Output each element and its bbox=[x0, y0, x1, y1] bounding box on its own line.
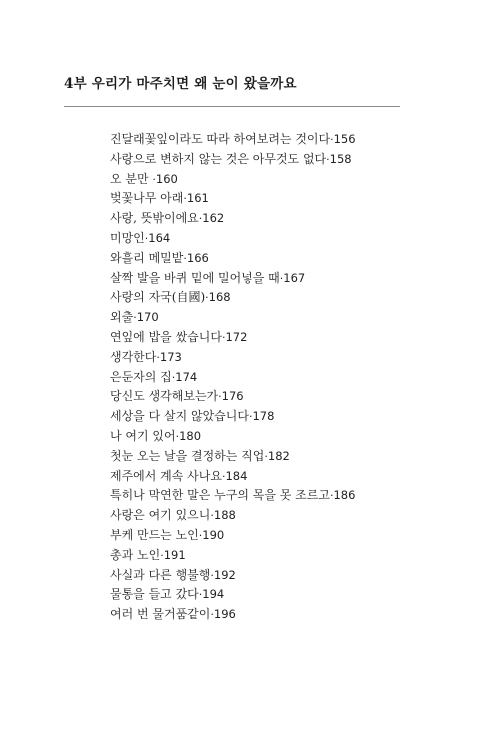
toc-entry bbox=[110, 328, 356, 348]
toc-entry bbox=[110, 150, 356, 170]
toc-entry-page-number: 162 bbox=[202, 211, 225, 226]
toc-entry bbox=[110, 506, 356, 526]
toc-entry-page-number: 161 bbox=[186, 191, 209, 206]
toc-entry-title: 세상을 다 살지 않았습니다 bbox=[110, 409, 249, 424]
toc-entry-separator: · bbox=[330, 133, 334, 146]
toc-entry-title: 물통을 들고 갔다 bbox=[110, 587, 199, 602]
toc-entry-page-number: 158 bbox=[329, 151, 352, 166]
toc-entry bbox=[110, 368, 356, 388]
toc-entry-page-number: 173 bbox=[159, 349, 182, 364]
toc-entry bbox=[110, 546, 356, 566]
toc-entry-title: 사랑은 여기 있으니 bbox=[110, 508, 211, 523]
toc-entry-separator: · bbox=[221, 330, 226, 344]
toc-entry-separator: · bbox=[198, 212, 203, 226]
toc-entry-separator: · bbox=[264, 449, 268, 463]
toc-entry-separator: · bbox=[144, 231, 149, 245]
toc-entry-page-number: 164 bbox=[148, 230, 171, 245]
toc-entry-page-number: 192 bbox=[213, 567, 236, 582]
toc-entry bbox=[110, 130, 356, 150]
toc-entry-separator: · bbox=[152, 172, 156, 186]
toc-entry-page-number: 170 bbox=[136, 310, 159, 325]
toc-entry-separator: · bbox=[210, 509, 214, 523]
toc-entry-page-number: 160 bbox=[155, 171, 178, 186]
toc-entry bbox=[110, 427, 356, 447]
toc-entry-separator: · bbox=[183, 192, 187, 206]
toc-entry-page-number: 180 bbox=[179, 428, 202, 443]
toc-entry-page-number: 166 bbox=[186, 250, 209, 265]
part-title: 4부 우리가 마주치면 왜 눈이 왔을까요 bbox=[64, 76, 297, 92]
toc-entry bbox=[110, 209, 356, 229]
toc-entry-separator: · bbox=[326, 152, 330, 166]
divider bbox=[64, 106, 400, 107]
toc-entry-separator: · bbox=[205, 291, 209, 305]
toc-entry-title: 연잎에 밥을 쌌습니다 bbox=[110, 329, 222, 344]
toc-entry-separator: · bbox=[210, 568, 214, 582]
toc-entry bbox=[110, 467, 356, 487]
toc-entry-title: 특히나 막연한 말은 누구의 목을 못 조르고 bbox=[110, 488, 330, 503]
toc-entry-title: 오 분만 bbox=[110, 171, 153, 186]
toc-entry-page-number: 194 bbox=[202, 587, 225, 602]
toc-entry bbox=[110, 170, 356, 190]
table-of-contents bbox=[110, 130, 356, 625]
toc-entry-page-number: 167 bbox=[283, 270, 306, 285]
toc-entry-title: 사랑의 자국(自國) bbox=[110, 290, 206, 305]
toc-entry bbox=[110, 348, 356, 368]
toc-entry-title: 첫눈 오는 날을 결정하는 직업 bbox=[110, 448, 265, 463]
toc-entry-separator: · bbox=[183, 251, 187, 265]
toc-entry-page-number: 196 bbox=[213, 607, 236, 622]
toc-entry-page-number: 172 bbox=[225, 329, 248, 344]
toc-entry bbox=[110, 585, 356, 605]
toc-entry-page-number: 174 bbox=[175, 369, 198, 384]
toc-entry-separator: · bbox=[329, 489, 334, 503]
toc-entry-title: 살짝 발을 바퀴 밑에 밀어넣을 때 bbox=[110, 270, 280, 285]
toc-entry-title: 외출 bbox=[110, 310, 134, 325]
toc-entry-separator: · bbox=[160, 548, 164, 562]
toc-entry bbox=[110, 229, 356, 249]
toc-entry-title: 사실과 다른 행불행 bbox=[110, 567, 211, 582]
toc-entry-page-number: 156 bbox=[333, 132, 356, 146]
toc-entry-page-number: 188 bbox=[213, 508, 236, 523]
toc-entry bbox=[110, 486, 356, 506]
toc-entry-page-number: 182 bbox=[267, 448, 290, 463]
toc-entry-separator: · bbox=[133, 311, 137, 325]
toc-entry-title: 진달래꽃잎이라도 따라 하여보려는 것이다 bbox=[110, 132, 331, 146]
toc-entry-title: 부케 만드는 노인 bbox=[110, 527, 199, 542]
toc-entry bbox=[110, 288, 356, 308]
toc-entry-page-number: 184 bbox=[225, 468, 248, 483]
toc-entry-page-number: 186 bbox=[333, 488, 356, 503]
toc-entry-title: 와흘리 메밀밭 bbox=[110, 250, 184, 265]
toc-entry-title: 제주에서 계속 사나요 bbox=[110, 468, 222, 483]
toc-entry-title: 생각한다 bbox=[110, 349, 157, 364]
toc-entry-separator: · bbox=[175, 429, 180, 443]
toc-entry bbox=[110, 249, 356, 269]
toc-entry-title: 미망인 bbox=[110, 230, 145, 245]
toc-entry bbox=[110, 308, 356, 328]
toc-entry bbox=[110, 447, 356, 467]
toc-entry bbox=[110, 526, 356, 546]
toc-entry bbox=[110, 189, 356, 209]
toc-entry bbox=[110, 387, 356, 407]
toc-entry-title: 총과 노인 bbox=[110, 547, 161, 562]
toc-entry-separator: · bbox=[156, 350, 160, 364]
toc-entry-title: 사랑, 뜻밖이에요 bbox=[110, 211, 199, 226]
toc-entry-title: 나 여기 있어 bbox=[110, 428, 176, 443]
toc-entry-separator: · bbox=[221, 469, 226, 483]
toc-entry-separator: · bbox=[218, 390, 222, 404]
toc-entry-title: 여러 번 물거품같이 bbox=[110, 607, 211, 622]
toc-entry bbox=[110, 269, 356, 289]
toc-entry-separator: · bbox=[248, 410, 253, 424]
toc-entry-page-number: 190 bbox=[202, 527, 225, 542]
toc-entry-title: 당신도 생각해보는가 bbox=[110, 389, 219, 404]
toc-entry-page-number: 178 bbox=[252, 409, 275, 424]
toc-entry-separator: · bbox=[210, 608, 214, 622]
toc-entry bbox=[110, 605, 356, 625]
toc-entry-separator: · bbox=[171, 370, 176, 384]
toc-entry-separator: · bbox=[279, 271, 284, 285]
toc-entry-page-number: 176 bbox=[221, 389, 244, 404]
toc-entry bbox=[110, 407, 356, 427]
toc-entry-title: 사랑으로 변하지 않는 것은 아무것도 없다 bbox=[110, 151, 327, 166]
toc-entry-separator: · bbox=[198, 528, 203, 542]
toc-entry-title: 벚꽃나무 아래 bbox=[110, 191, 184, 206]
toc-entry-separator: · bbox=[198, 588, 203, 602]
toc-entry bbox=[110, 566, 356, 586]
toc-entry-page-number: 168 bbox=[208, 290, 231, 305]
toc-entry-title: 은둔자의 집 bbox=[110, 369, 172, 384]
toc-entry-page-number: 191 bbox=[163, 547, 186, 562]
